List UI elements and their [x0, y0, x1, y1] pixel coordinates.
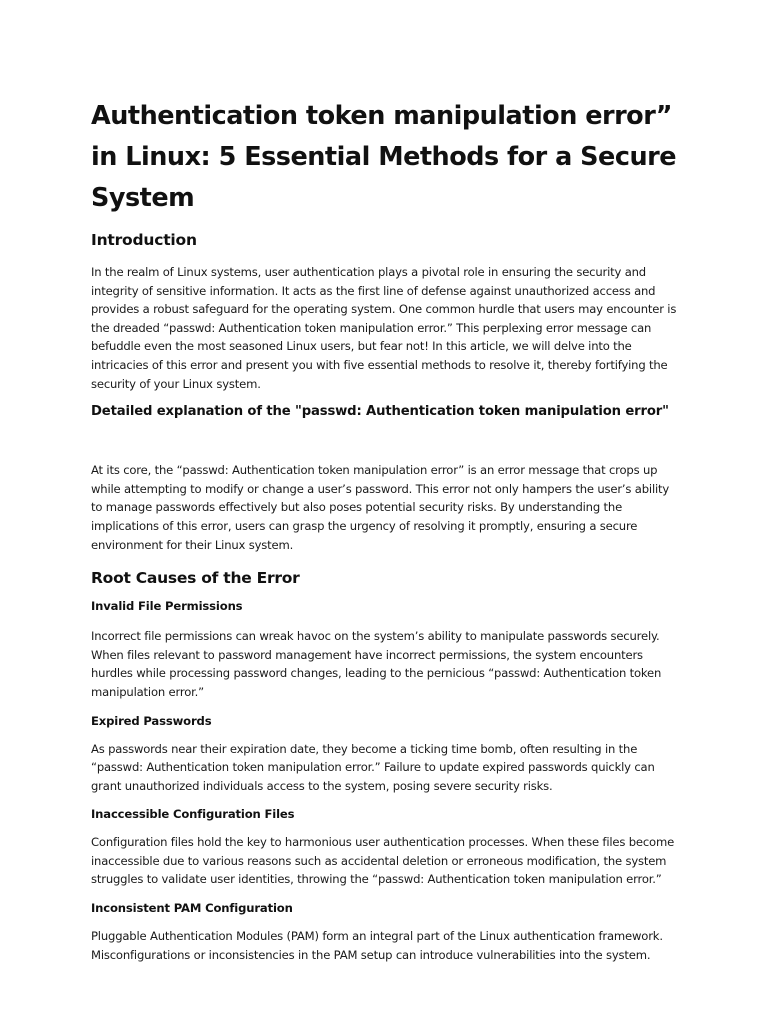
cause-heading-pam: Inconsistent PAM Configuration [91, 901, 293, 916]
cause-heading-config-files: Inaccessible Configuration Files [91, 807, 295, 822]
cause-paragraph-file-permissions: Incorrect file permissions can wreak havoc on the system’s ability to manipulate passwords securely. When files relevant to password management have incorrect permissions, the system encounters hurdles while processing password changes, leading to the pernicious “passwd: Authentication token manipulation error.” [91, 629, 662, 699]
root-causes-heading: Root Causes of the Error [91, 569, 300, 588]
document-page [91, 96, 681, 964]
intro-paragraph: In the realm of Linux systems, user authentication plays a pivotal role in ensuring the security and integrity of sensitive information. It acts as the first line of defense against unauthorized access and provides a robust safeguard for the operating system. One common hurdle that users may encounter is the dreaded “passwd: Authentication token manipulation error.” This perplexing error message can befuddle even the most seasoned Linux users, but fear not! In this article, we will delve into the intricacies of this error and present you with five essential methods to resolve it, thereby fortifying the security of your Linux system. [91, 265, 677, 391]
intro-heading: Introduction [91, 231, 197, 249]
cause-paragraph-config-files: Configuration files hold the key to harmonious user authentication processes. When these files become inaccessible due to various reasons such as accidental deletion or erroneous modification, the system struggles to validate user identities, throwing the “passwd: Authentication token manipulation error.” [91, 835, 675, 887]
article-title: Authentication token manipulation error” in Linux: 5 Essential Methods for a Secure System [91, 101, 676, 213]
explanation-heading: Detailed explanation of the "passwd: Authentication token manipulation error" [91, 404, 669, 420]
explanation-paragraph: At its core, the “passwd: Authentication token manipulation error” is an error message that crops up while attempting to modify or change a user’s password. This error not only hampers the user’s ability to manage passwords effectively but also poses potential security risks. By understanding the implications of this error, users can grasp the urgency of resolving it promptly, ensuring a secure environment for their Linux system. [91, 463, 670, 552]
cause-heading-expired-passwords: Expired Passwords [91, 713, 212, 728]
cause-heading-file-permissions: Invalid File Permissions [91, 599, 243, 614]
cause-paragraph-expired-passwords: As passwords near their expiration date, they become a ticking time bomb, often resulting in the “passwd: Authentication token manipulation error.” Failure to update expired passwords quickly can grant unauthorized individuals access to the system, posing severe security risks. [91, 741, 655, 793]
cause-paragraph-pam: Pluggable Authentication Modules (PAM) form an integral part of the Linux authentication framework. Misconfigurations or inconsistencies in the PAM setup can introduce vulnerabilities into the system. [91, 929, 663, 962]
